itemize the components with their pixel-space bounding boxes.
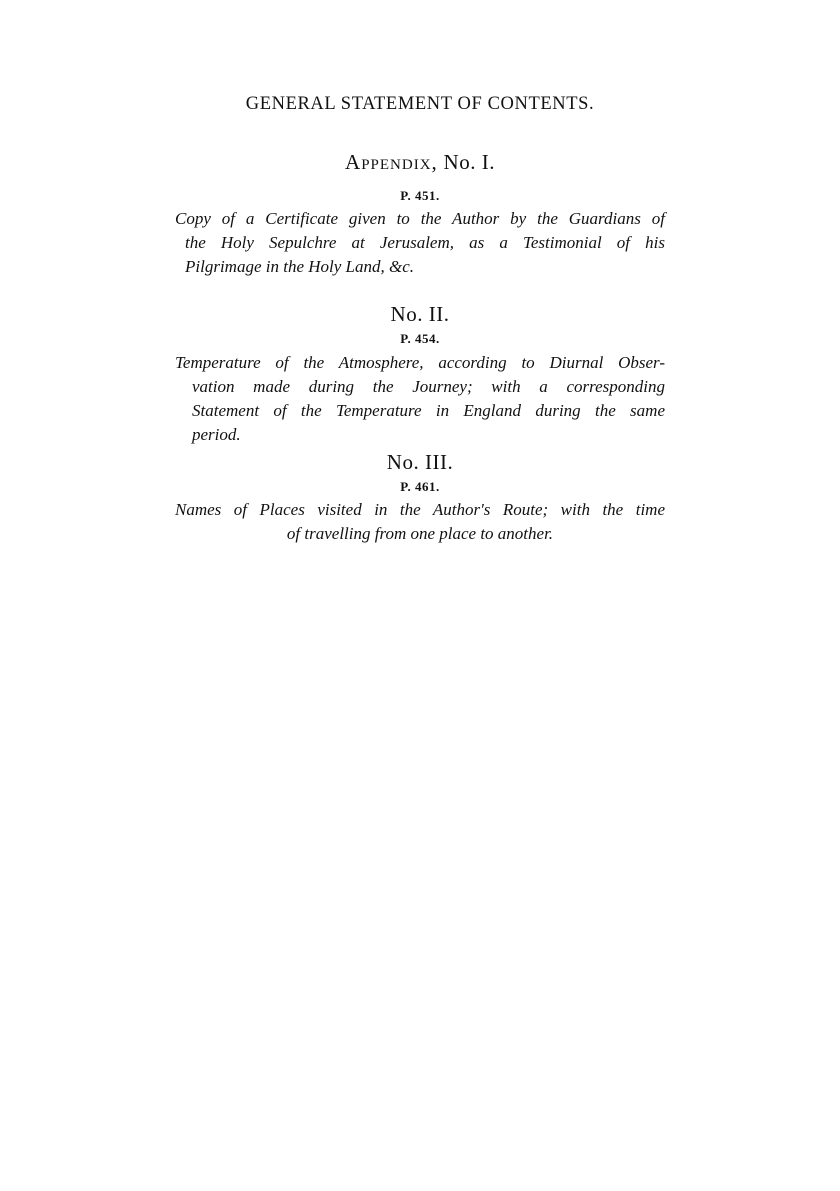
entry-line: vation made during the Journey; with a corresponding [192, 377, 665, 396]
page-reference-2: P. 454. [400, 331, 440, 346]
page-reference-3: P. 461. [400, 479, 440, 494]
entry-line: Temperature of the Atmosphere, according to Diurnal Obser- [175, 353, 665, 372]
entry-line: the Holy Sepulchre at Jerusalem, as a Testimonial of his [185, 233, 665, 252]
entry-line: period. [192, 425, 241, 444]
entry-line: of travelling from one place to another. [286, 524, 554, 543]
appendix-heading-2 [0, 302, 840, 327]
appendix-label: Appendix, [345, 150, 438, 174]
entry-line: Copy of a Certificate given to the Author by the Guardians of [175, 209, 665, 228]
entry-line: Names of Places visited in the Author's Route; with the time [175, 500, 665, 519]
entry-3 [175, 498, 665, 546]
entry-2 [175, 351, 665, 447]
appendix-number: No. II. [390, 302, 450, 326]
entry-line: Pilgrimage in the Holy Land, &c. [185, 257, 415, 276]
page-title: GENERAL STATEMENT OF CONTENTS. [245, 94, 595, 114]
appendix-number: No. I. [443, 150, 495, 174]
appendix-number: No. III. [386, 450, 454, 474]
appendix-heading-3 [0, 450, 840, 475]
entry-line: Statement of the Temperature in England during the same [192, 401, 665, 420]
entry-1 [175, 207, 665, 279]
page-reference-1: P. 451. [400, 188, 440, 203]
appendix-heading-1 [0, 150, 840, 175]
